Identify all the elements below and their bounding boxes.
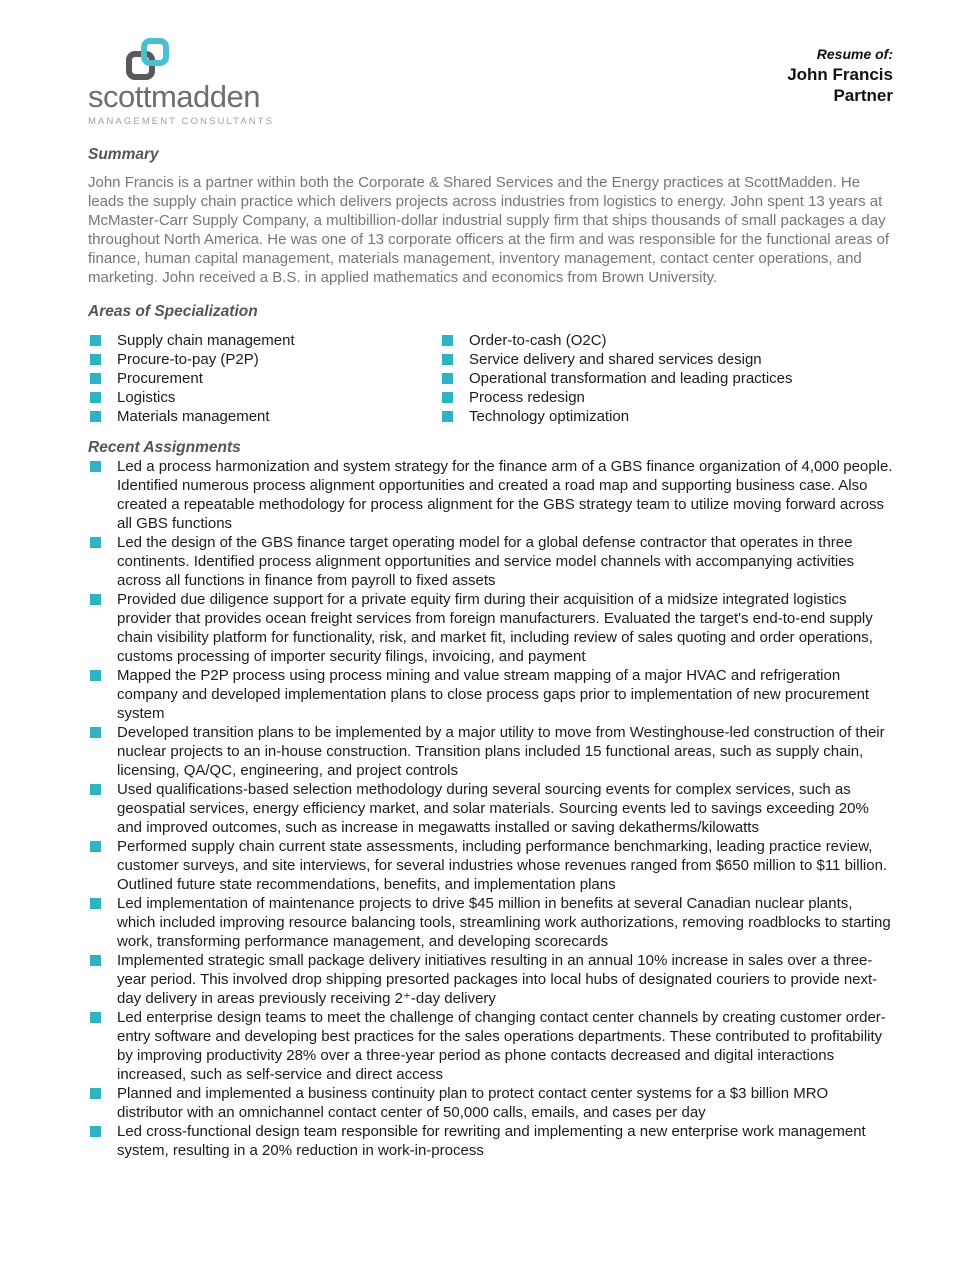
- list-item: [88, 388, 440, 407]
- list-item-text: Led cross-functional design team responsible for rewriting and implementing a new enterprise work management system, resulting in a 20% reduction in work-in-process: [117, 1123, 866, 1159]
- list-item: [88, 331, 440, 350]
- list-item-text: Led implementation of maintenance projects to drive $45 million in benefits at several Canadian nuclear plants, which included improving resource balancing tools, streamlining work authorizations, removing roadblocks to starting work, transforming performance management, and developing scorecards: [117, 895, 891, 950]
- bullet-square-icon: [90, 898, 101, 909]
- bullet-square-icon: [442, 411, 453, 422]
- list-item: [88, 894, 893, 951]
- bullet-square-icon: [442, 335, 453, 346]
- summary-heading: Summary: [88, 146, 159, 163]
- bullet-square-icon: [442, 373, 453, 384]
- list-item-text: Led a process harmonization and system strategy for the finance arm of a GBS finance organization of 4,000 people. Identified numerous process alignment opportunities and created a road map and supporting business case. Also created a repeatable methodology for process alignment for the GBS strategy team to utilize moving forward across all GBS functions: [117, 458, 893, 532]
- bullet-square-icon: [90, 1088, 101, 1099]
- list-item-text: Implemented strategic small package delivery initiatives resulting in an annual 10% increase in sales over a three-year period. This involved drop shipping presorted packages into local hubs of designated couriers to provide next-day delivery in areas previously receiving 2⁺-day delivery: [117, 952, 878, 1007]
- list-item-text: Procure-to-pay (P2P): [117, 351, 259, 368]
- bullet-square-icon: [442, 354, 453, 365]
- list-item-text: Developed transition plans to be implemented by a major utility to move from Westinghouse-led construction of their nuclear projects to an in-house construction. Transition plans included 15 functional areas, such as supply chain, licensing, QA/QC, engineering, and project controls: [117, 724, 885, 779]
- list-item-text: Process redesign: [469, 389, 585, 406]
- person-title: Partner: [833, 86, 893, 105]
- bullet-square-icon: [90, 537, 101, 548]
- bullet-square-icon: [90, 594, 101, 605]
- list-item-text: Led the design of the GBS finance target operating model for a global defense contractor that operates in three continents. Identified process alignment opportunities and service model channels with accompanying activities across all functions in finance from payroll to fixed assets: [117, 534, 855, 589]
- specialization-columns: [88, 331, 893, 426]
- list-item-text: Planned and implemented a business continuity plan to protect contact center systems for a $3 billion MRO distributor with an omnichannel contact center of 50,000 calls, emails, and cases per day: [117, 1085, 829, 1121]
- logo-brand-text: scottmadden: [88, 79, 260, 114]
- bullet-square-icon: [90, 727, 101, 738]
- list-item: [88, 350, 440, 369]
- list-item: [88, 666, 893, 723]
- list-item: [88, 723, 893, 780]
- list-item-text: Mapped the P2P process using process mining and value stream mapping of a major HVAC and refrigeration company and developed implementation plans to close process gaps prior to implementation of new procurement system: [117, 667, 870, 722]
- bullet-square-icon: [90, 670, 101, 681]
- list-item-text: Operational transformation and leading practices: [469, 370, 793, 387]
- logo-tagline-text: MANAGEMENT CONSULTANTS: [88, 116, 275, 127]
- list-item-text: Materials management: [117, 408, 270, 425]
- list-item-text: Logistics: [117, 389, 176, 406]
- person-name: John Francis: [787, 65, 893, 84]
- list-item: [440, 369, 893, 388]
- bullet-square-icon: [90, 1126, 101, 1137]
- list-item: [88, 837, 893, 894]
- list-item: [88, 590, 893, 666]
- list-item: [88, 1008, 893, 1084]
- bullet-square-icon: [90, 955, 101, 966]
- list-item: [88, 951, 893, 1008]
- list-item: [440, 407, 893, 426]
- bullet-square-icon: [90, 354, 101, 365]
- bullet-square-icon: [90, 335, 101, 346]
- scottmadden-logo: [88, 38, 274, 127]
- list-item-text: Used qualifications-based selection methodology during several sourcing events for complex services, such as geospatial services, energy efficiency market, and solar materials. Sourcing events led to savings exceeding 20% and improved outcomes, such as increase in megawatts installed or saving dekatherms/kilowatts: [117, 781, 869, 836]
- specialization-left-column: [88, 331, 440, 426]
- list-item-text: Led enterprise design teams to meet the challenge of changing contact center channels by creating customer order-entry software and developing best practices for the sales operations departments. These contributed to profitability by improving productivity 28% over a three-year period as phone contacts decreased and digital interactions increased, such as self-service and direct access: [117, 1009, 886, 1083]
- bullet-square-icon: [90, 784, 101, 795]
- list-item: [88, 1122, 893, 1160]
- list-item-text: Technology optimization: [469, 408, 630, 425]
- bullet-square-icon: [90, 392, 101, 403]
- bullet-square-icon: [90, 1012, 101, 1023]
- list-item: [440, 350, 893, 369]
- resume-of-label: Resume of:: [816, 46, 893, 62]
- list-item: [440, 388, 893, 407]
- list-item: [440, 331, 893, 350]
- bullet-square-icon: [90, 373, 101, 384]
- specialization-right-column: [440, 331, 893, 426]
- list-item-text: Procurement: [117, 370, 203, 387]
- list-item: [88, 457, 893, 533]
- list-item-text: Supply chain management: [117, 332, 295, 349]
- assignments-heading: Recent Assignments: [88, 439, 241, 456]
- list-item: [88, 533, 893, 590]
- bullet-square-icon: [90, 461, 101, 472]
- list-item-text: Service delivery and shared services design: [469, 351, 762, 368]
- assignments-list: [88, 457, 893, 1160]
- logo-mark-icon: [126, 38, 178, 80]
- specialization-heading: Areas of Specialization: [88, 303, 258, 320]
- bullet-square-icon: [90, 411, 101, 422]
- list-item-text: Provided due diligence support for a private equity firm during their acquisition of a midsize integrated logistics provider that provides ocean freight services from foreign manufacturers. Evaluated the target's end-to-end supply chain visibility platform for functionality, risk, and market fit, including review of sales quoting and order operations, customs processing of importer security filings, invoicing, and payment: [117, 591, 873, 665]
- summary-paragraph: John Francis is a partner within both the Corporate & Shared Services and the Energy practices at ScottMadden. He leads the supply chain practice which delivers projects across industries from logistics to energy. John spent 13 years at McMaster-Carr Supply Company, a multibillion-dollar industrial supply firm that ships thousands of small packages a day throughout North America. He was one of 13 corporate officers at the firm and was responsible for the functional areas of finance, human capital management, materials management, inventory management, contact center operations, and marketing. John received a B.S. in applied mathematics and economics from Brown University.: [88, 174, 889, 286]
- list-item-text: Order-to-cash (O2C): [469, 332, 607, 349]
- page-header: [88, 38, 893, 127]
- list-item: [88, 369, 440, 388]
- list-item: [88, 1084, 893, 1122]
- logo-teal-square-icon: [141, 38, 169, 66]
- bullet-square-icon: [90, 841, 101, 852]
- bullet-square-icon: [442, 392, 453, 403]
- resume-of-block: [787, 38, 893, 106]
- list-item-text: Performed supply chain current state assessments, including performance benchmarking, leading practice review, customer surveys, and site interviews, for several industries whose revenues ranged from $650 million to $11 billion. Outlined future state recommendations, benefits, and implementation plans: [117, 838, 888, 893]
- list-item: [88, 780, 893, 837]
- list-item: [88, 407, 440, 426]
